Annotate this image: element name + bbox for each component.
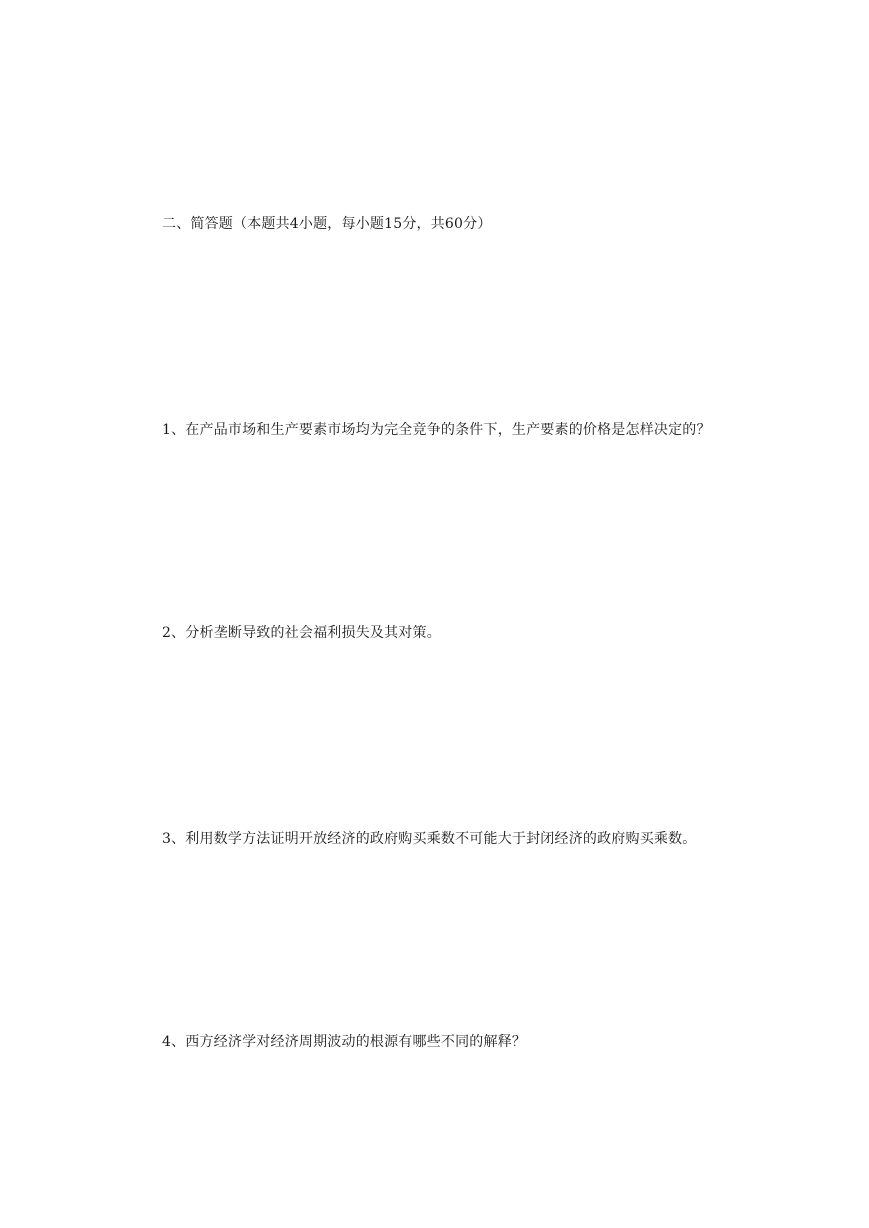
question-1: 1、在产品市场和生产要素市场均为完全竞争的条件下，生产要素的价格是怎样决定的？: [162, 422, 711, 438]
question-4: 4、西方经济学对经济周期波动的根源有哪些不同的解释？: [162, 1034, 527, 1050]
section-heading: 二、简答题（本题共4小题，每小题15分，共60分）: [162, 216, 492, 232]
question-2: 2、分析垄断导致的社会福利损失及其对策。: [162, 625, 441, 641]
question-3: 3、利用数学方法证明开放经济的政府购买乘数不可能大于封闭经济的政府购买乘数。: [162, 831, 697, 847]
